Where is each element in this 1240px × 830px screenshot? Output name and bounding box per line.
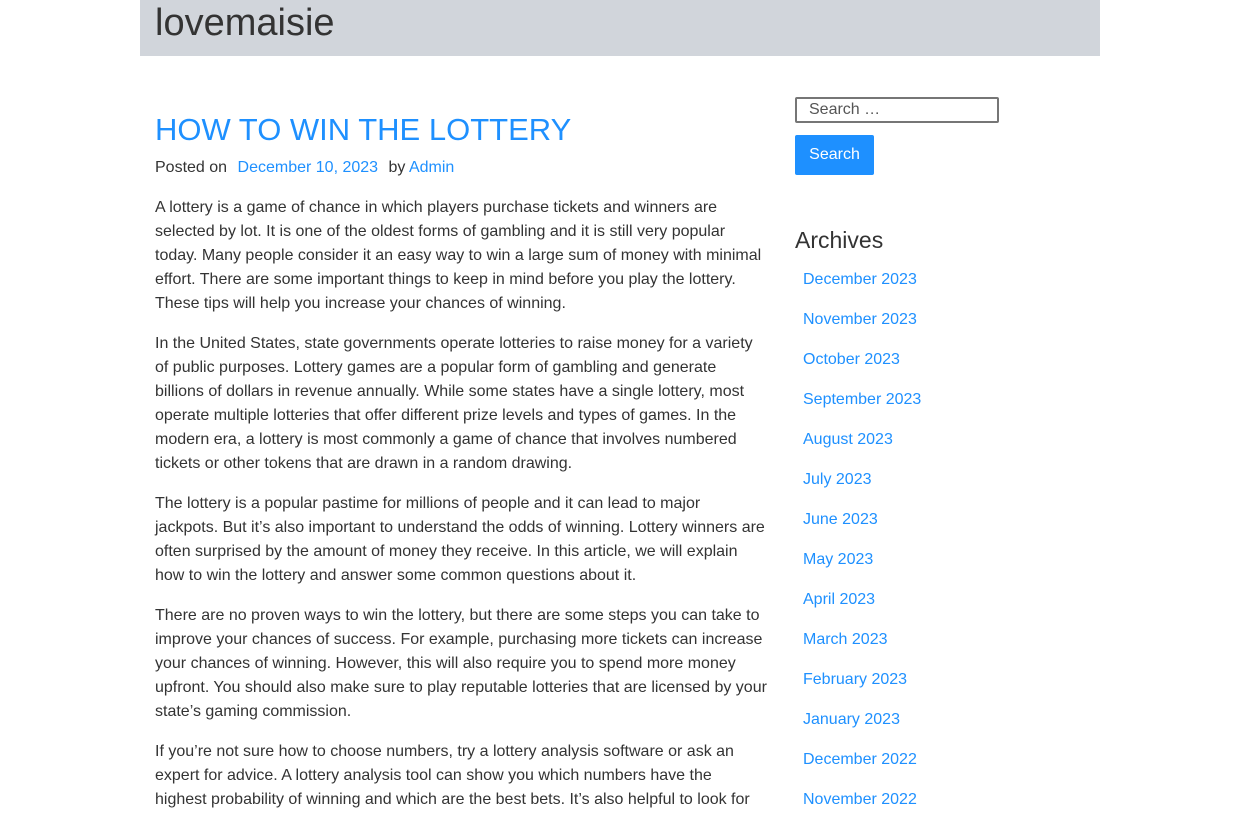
archive-link[interactable]: June 2023 bbox=[803, 511, 878, 528]
search-form bbox=[795, 97, 1095, 175]
archive-list bbox=[803, 270, 1095, 830]
post-entry bbox=[155, 196, 767, 812]
main-content bbox=[155, 110, 767, 828]
archive-item bbox=[803, 350, 1095, 390]
archive-link[interactable]: December 2023 bbox=[803, 271, 917, 288]
search-button[interactable]: Search bbox=[795, 135, 874, 175]
archive-item bbox=[803, 470, 1095, 510]
post-paragraph: A lottery is a game of chance in which players purchase tickets and winners are selected by lot. It is one of the oldest forms of gambling and it is still very popular today. Many people consider it an easy way to win a large sum of money with minimal effort. There are some important things to keep in mind before you play the lottery. These tips will help you increase your chances of winning. bbox=[155, 199, 762, 312]
post-paragraph: There are no proven ways to win the lottery, but there are some steps you can take to improve your chances of success. For example, purchasing more tickets can increase your chances of winning. However, this will also require you to spend more money upfront. You should also make sure to play reputable lotteries that are licensed by your state’s gaming commission. bbox=[155, 607, 767, 720]
archive-link[interactable]: November 2023 bbox=[803, 311, 917, 328]
archives-title: Archives bbox=[795, 227, 884, 253]
post-date-link[interactable]: December 10, 2023 bbox=[237, 159, 379, 176]
post-title[interactable]: HOW TO WIN THE LOTTERY bbox=[155, 112, 572, 147]
archive-link[interactable]: October 2023 bbox=[803, 351, 900, 368]
site-title[interactable]: lovemaisie bbox=[155, 2, 335, 44]
archive-link[interactable]: January 2023 bbox=[803, 711, 900, 728]
archive-item bbox=[803, 750, 1095, 790]
archive-link[interactable]: November 2022 bbox=[803, 791, 917, 808]
archive-item bbox=[803, 430, 1095, 470]
search-input[interactable] bbox=[795, 97, 999, 123]
archive-link[interactable]: August 2023 bbox=[803, 431, 893, 448]
post-paragraph: In the United States, state governments operate lotteries to raise money for a variety of public purposes. Lottery games are a popular form of gambling and generate billions of dollars in revenue annually. While some states have a single lottery, most operate multiple lotteries that offer different prize levels and types of games. In the modern era, a lottery is most commonly a game of chance that involves numbered tickets or other tokens that are drawn in a random drawing. bbox=[155, 335, 753, 472]
archive-link[interactable]: December 2022 bbox=[803, 751, 917, 768]
archive-item bbox=[803, 630, 1095, 670]
archive-item bbox=[803, 270, 1095, 310]
archive-item bbox=[803, 310, 1095, 350]
archive-link[interactable]: September 2023 bbox=[803, 391, 922, 408]
sidebar bbox=[795, 97, 1095, 830]
archive-item bbox=[803, 590, 1095, 630]
post-meta bbox=[155, 157, 767, 179]
site-header bbox=[140, 0, 1100, 56]
archive-item bbox=[803, 390, 1095, 430]
archive-link[interactable]: July 2023 bbox=[803, 471, 872, 488]
posted-on-label: Posted on bbox=[155, 159, 228, 176]
archive-link[interactable]: March 2023 bbox=[803, 631, 888, 648]
archive-item bbox=[803, 710, 1095, 750]
post-author-link[interactable]: Admin bbox=[408, 159, 455, 176]
post-article bbox=[155, 110, 767, 812]
archive-item bbox=[803, 670, 1095, 710]
post-paragraph: If you’re not sure how to choose numbers, try a lottery analysis software or ask an expert for advice. A lottery analysis tool can show you which numbers have the highest probability of winning and which are the best bets. It’s also helpful to look for bbox=[155, 743, 750, 808]
archive-item bbox=[803, 510, 1095, 550]
archive-link[interactable]: April 2023 bbox=[803, 591, 876, 608]
archive-link[interactable]: May 2023 bbox=[803, 551, 874, 568]
archive-link[interactable]: February 2023 bbox=[803, 671, 908, 688]
archive-item bbox=[803, 790, 1095, 830]
post-paragraph: The lottery is a popular pastime for millions of people and it can lead to major jackpots. But it’s also important to understand the odds of winning. Lottery winners are often surprised by the amount of money they receive. In this article, we will explain how to win the lottery and answer some common questions about it. bbox=[155, 495, 765, 584]
by-label: by bbox=[388, 159, 406, 176]
archive-item bbox=[803, 550, 1095, 590]
